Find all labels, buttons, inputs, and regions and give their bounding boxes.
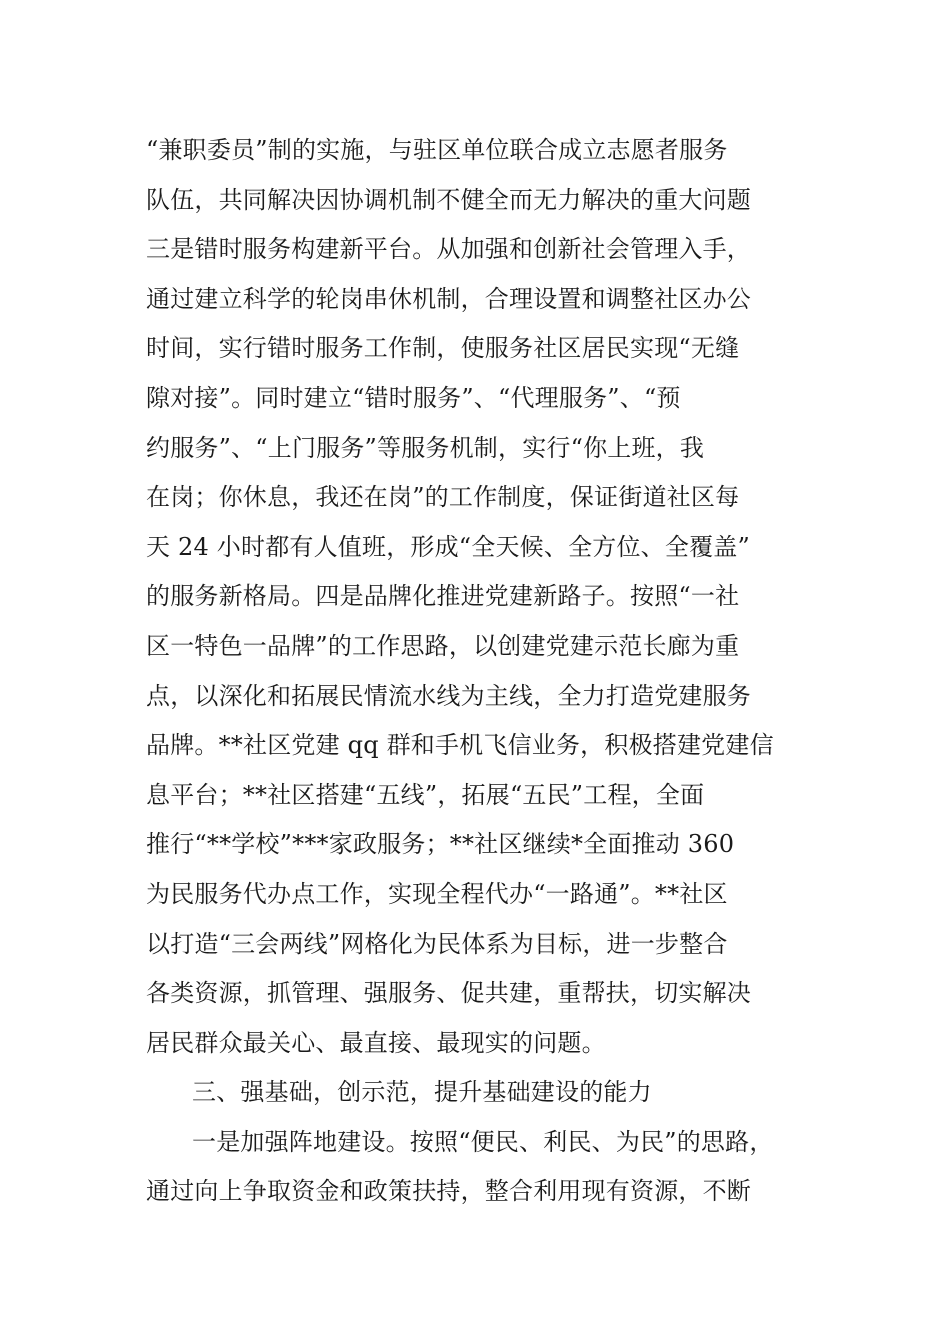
text-line: 通过建立科学的轮岗串休机制，合理设置和调整社区办公 xyxy=(146,284,751,313)
text-line: 各类资源，抓管理、强服务、促共建，重帮扶，切实解决 xyxy=(146,979,751,1008)
text-line: 在岗；你休息，我还在岗”的工作制度，保证街道社区每 xyxy=(146,483,740,512)
text-line: 天 24 小时都有人值班，形成“全天候、全方位、全覆盖” xyxy=(146,532,750,561)
paragraph-first-line: 一是加强阵地建设。按照“便民、利民、为民”的思路， xyxy=(192,1127,774,1156)
text-line: 推行“**学校”***家政服务；**社区继续*全面推动 360 xyxy=(146,830,735,859)
text-line: 队伍，共同解决因协调机制不健全而无力解决的重大问题 xyxy=(146,185,751,214)
text-line: 通过向上争取资金和政策扶持，整合利用现有资源，不断 xyxy=(146,1177,751,1206)
body-text xyxy=(146,126,836,1217)
section-heading: 三、强基础，创示范，提升基础建设的能力 xyxy=(192,1078,652,1107)
text-line: 居民群众最关心、最直接、最现实的问题。 xyxy=(146,1028,606,1057)
text-line: 以打造“三会两线”网格化为民体系为目标，进一步整合 xyxy=(146,929,728,958)
text-line: 三是错时服务构建新平台。从加强和创新社会管理入手， xyxy=(146,235,751,264)
text-line: 品牌。**社区党建 qq 群和手机飞信业务，积极搭建党建信 xyxy=(146,731,774,760)
text-line: 为民服务代办点工作，实现全程代办“一路通”。**社区 xyxy=(146,879,728,908)
text-line: 息平台；**社区搭建“五线”，拓展“五民”工程，全面 xyxy=(146,780,705,809)
text-line: “兼职委员”制的实施，与驻区单位联合成立志愿者服务 xyxy=(146,136,728,164)
text-line: 的服务新格局。四是品牌化推进党建新路子。按照“一社 xyxy=(146,582,740,611)
text-line: 区一特色一品牌”的工作思路，以创建党建示范长廊为重 xyxy=(146,631,740,660)
text-line: 约服务”、“上门服务”等服务机制，实行“你上班，我 xyxy=(146,433,705,462)
text-line: 时间，实行错时服务工作制，使服务社区居民实现“无缝 xyxy=(146,334,740,363)
text-line: 隙对接”。同时建立“错时服务”、“代理服务”、“预 xyxy=(146,383,681,412)
text-line: 点，以深化和拓展民情流水线为主线，全力打造党建服务 xyxy=(146,681,751,710)
